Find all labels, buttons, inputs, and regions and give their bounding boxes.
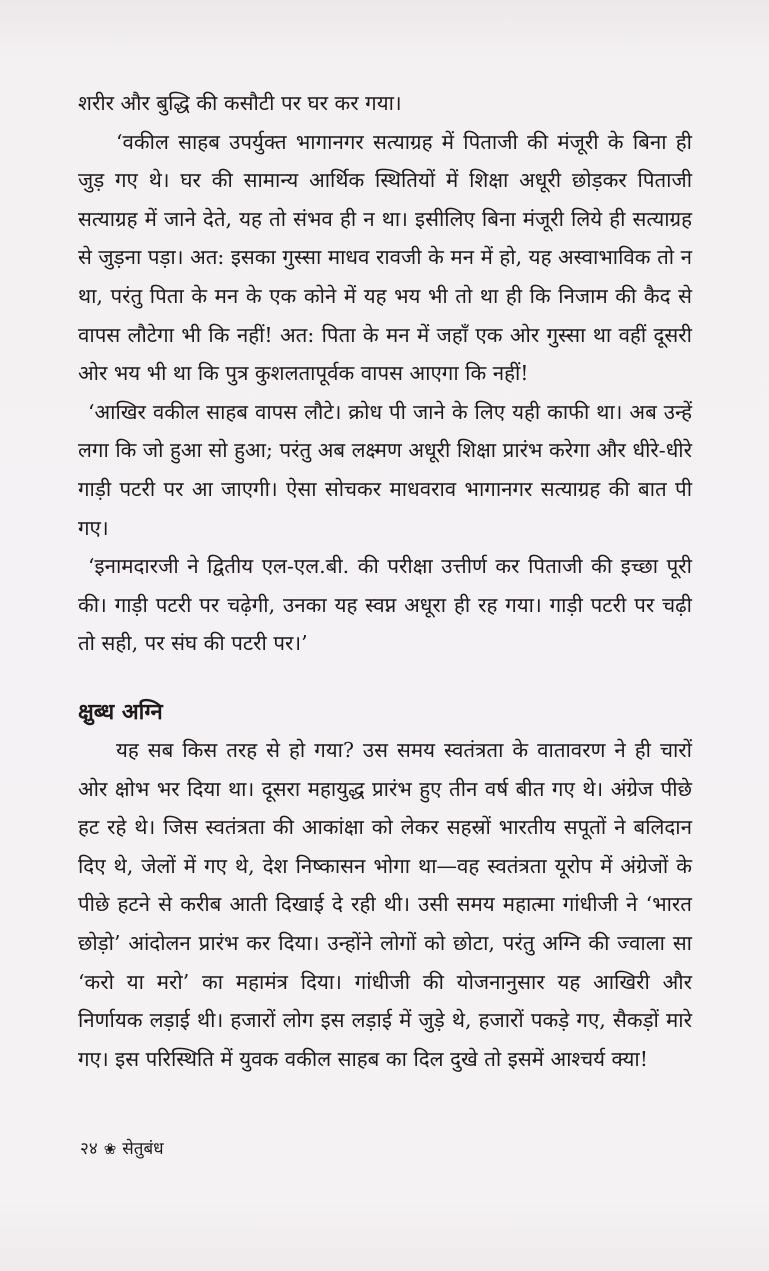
page-footer xyxy=(80,1136,164,1162)
page-number: २४ xyxy=(80,1139,98,1159)
paragraph: यह सब किस तरह से हो गया? उस समय स्वतंत्रता के वातावरण ने ही चारों ओर क्षोभ भर दिया था। दूसरा महायुद्ध प्रारंभ हुए तीन वर्ष बीत गए थे। अंग्रेज पीछे हट रहे थे। जिस स्वतंत्रता की आकांक्षा को लेकर सहस्रों भारतीय सपूतों ने बलिदान दिए थे, जेलों में गए थे, देश निष्कासन भोगा था—वह स्वतंत्रता यूरोप में अंग्रेजों के पीछे हटने से करीब आती दिखाई दे रही थी। उसी समय महात्मा गांधीजी ने ‘भारत छोड़ो’ आंदोलन प्रारंभ कर दिया। उन्होंने लोगों को छोटा, परंतु अग्नि की ज्वाला सा ‘करो या मरो’ का महामंत्र दिया। गांधीजी की योजनानुसार यह आखिरी और निर्णायक लड़ाई थी। हजारों लोग इस लड़ाई में जुड़े थे, हजारों पकड़े गए, सैकड़ों मारे गए। इस परिस्थिति में युवक वकील साहब का दिल दुखे तो इसमें आश्चर्य क्या! xyxy=(78,738,692,1071)
section-heading: क्षुब्ध अग्नि xyxy=(78,699,163,725)
paragraph: ‘आखिर वकील साहब वापस लौटे। क्रोध पी जाने के लिए यही काफी था। अब उन्हें लगा कि जो हुआ सो हुआ; परंतु अब लक्ष्मण अधूरी शिक्षा प्रारंभ करेगा और धीरे-धीरे गाड़ी पटरी पर आ जाएगी। ऐसा सोचकर माधवराव भागानगर सत्याग्रह की बात पी गए। xyxy=(78,399,692,540)
paragraph: ‘इनामदारजी ने द्वितीय एल-एल.बी. की परीक्षा उत्तीर्ण कर पिताजी की इच्छा पूरी की। गाड़ी पटरी पर चढ़ेगी, उनका यह स्वप्न अधूरा ही रह गया। गाड़ी पटरी पर चढ़ी तो सही, पर संघ की पटरी पर।’ xyxy=(78,554,692,656)
paragraph: ‘वकील साहब उपर्युक्त भागानगर सत्याग्रह में पिताजी की मंजूरी के बिना ही जुड़ गए थे। घर की सामान्य आर्थिक स्थितियों में शिक्षा अधूरी छोड़कर पिताजी सत्याग्रह में जाने देते, यह तो संभव ही न था। इसीलिए बिना मंजूरी लिये ही सत्याग्रह से जुड़ना पड़ा। अत: इसका गुस्सा माधव रावजी के मन में हो, यह अस्वाभाविक तो न था, परंतु पिता के मन के एक कोने में यह भय भी तो था ही कि निजाम की कैद से वापस लौटेगा भी कि नहीं! अत: पिता के मन में जहाँ एक ओर गुस्सा था वहीं दूसरी ओर भय भी था कि पुत्र कुशलतापूर्वक वापस आएगा कि नहीं! xyxy=(78,129,692,386)
section-text xyxy=(78,731,692,1078)
upper-text xyxy=(78,84,692,663)
flower-ornament-icon: ❀ xyxy=(103,1140,117,1158)
book-title: सेतुबंध xyxy=(122,1139,164,1159)
paragraph-continuation: शरीर और बुद्धि की कसौटी पर घर कर गया। xyxy=(78,91,402,115)
